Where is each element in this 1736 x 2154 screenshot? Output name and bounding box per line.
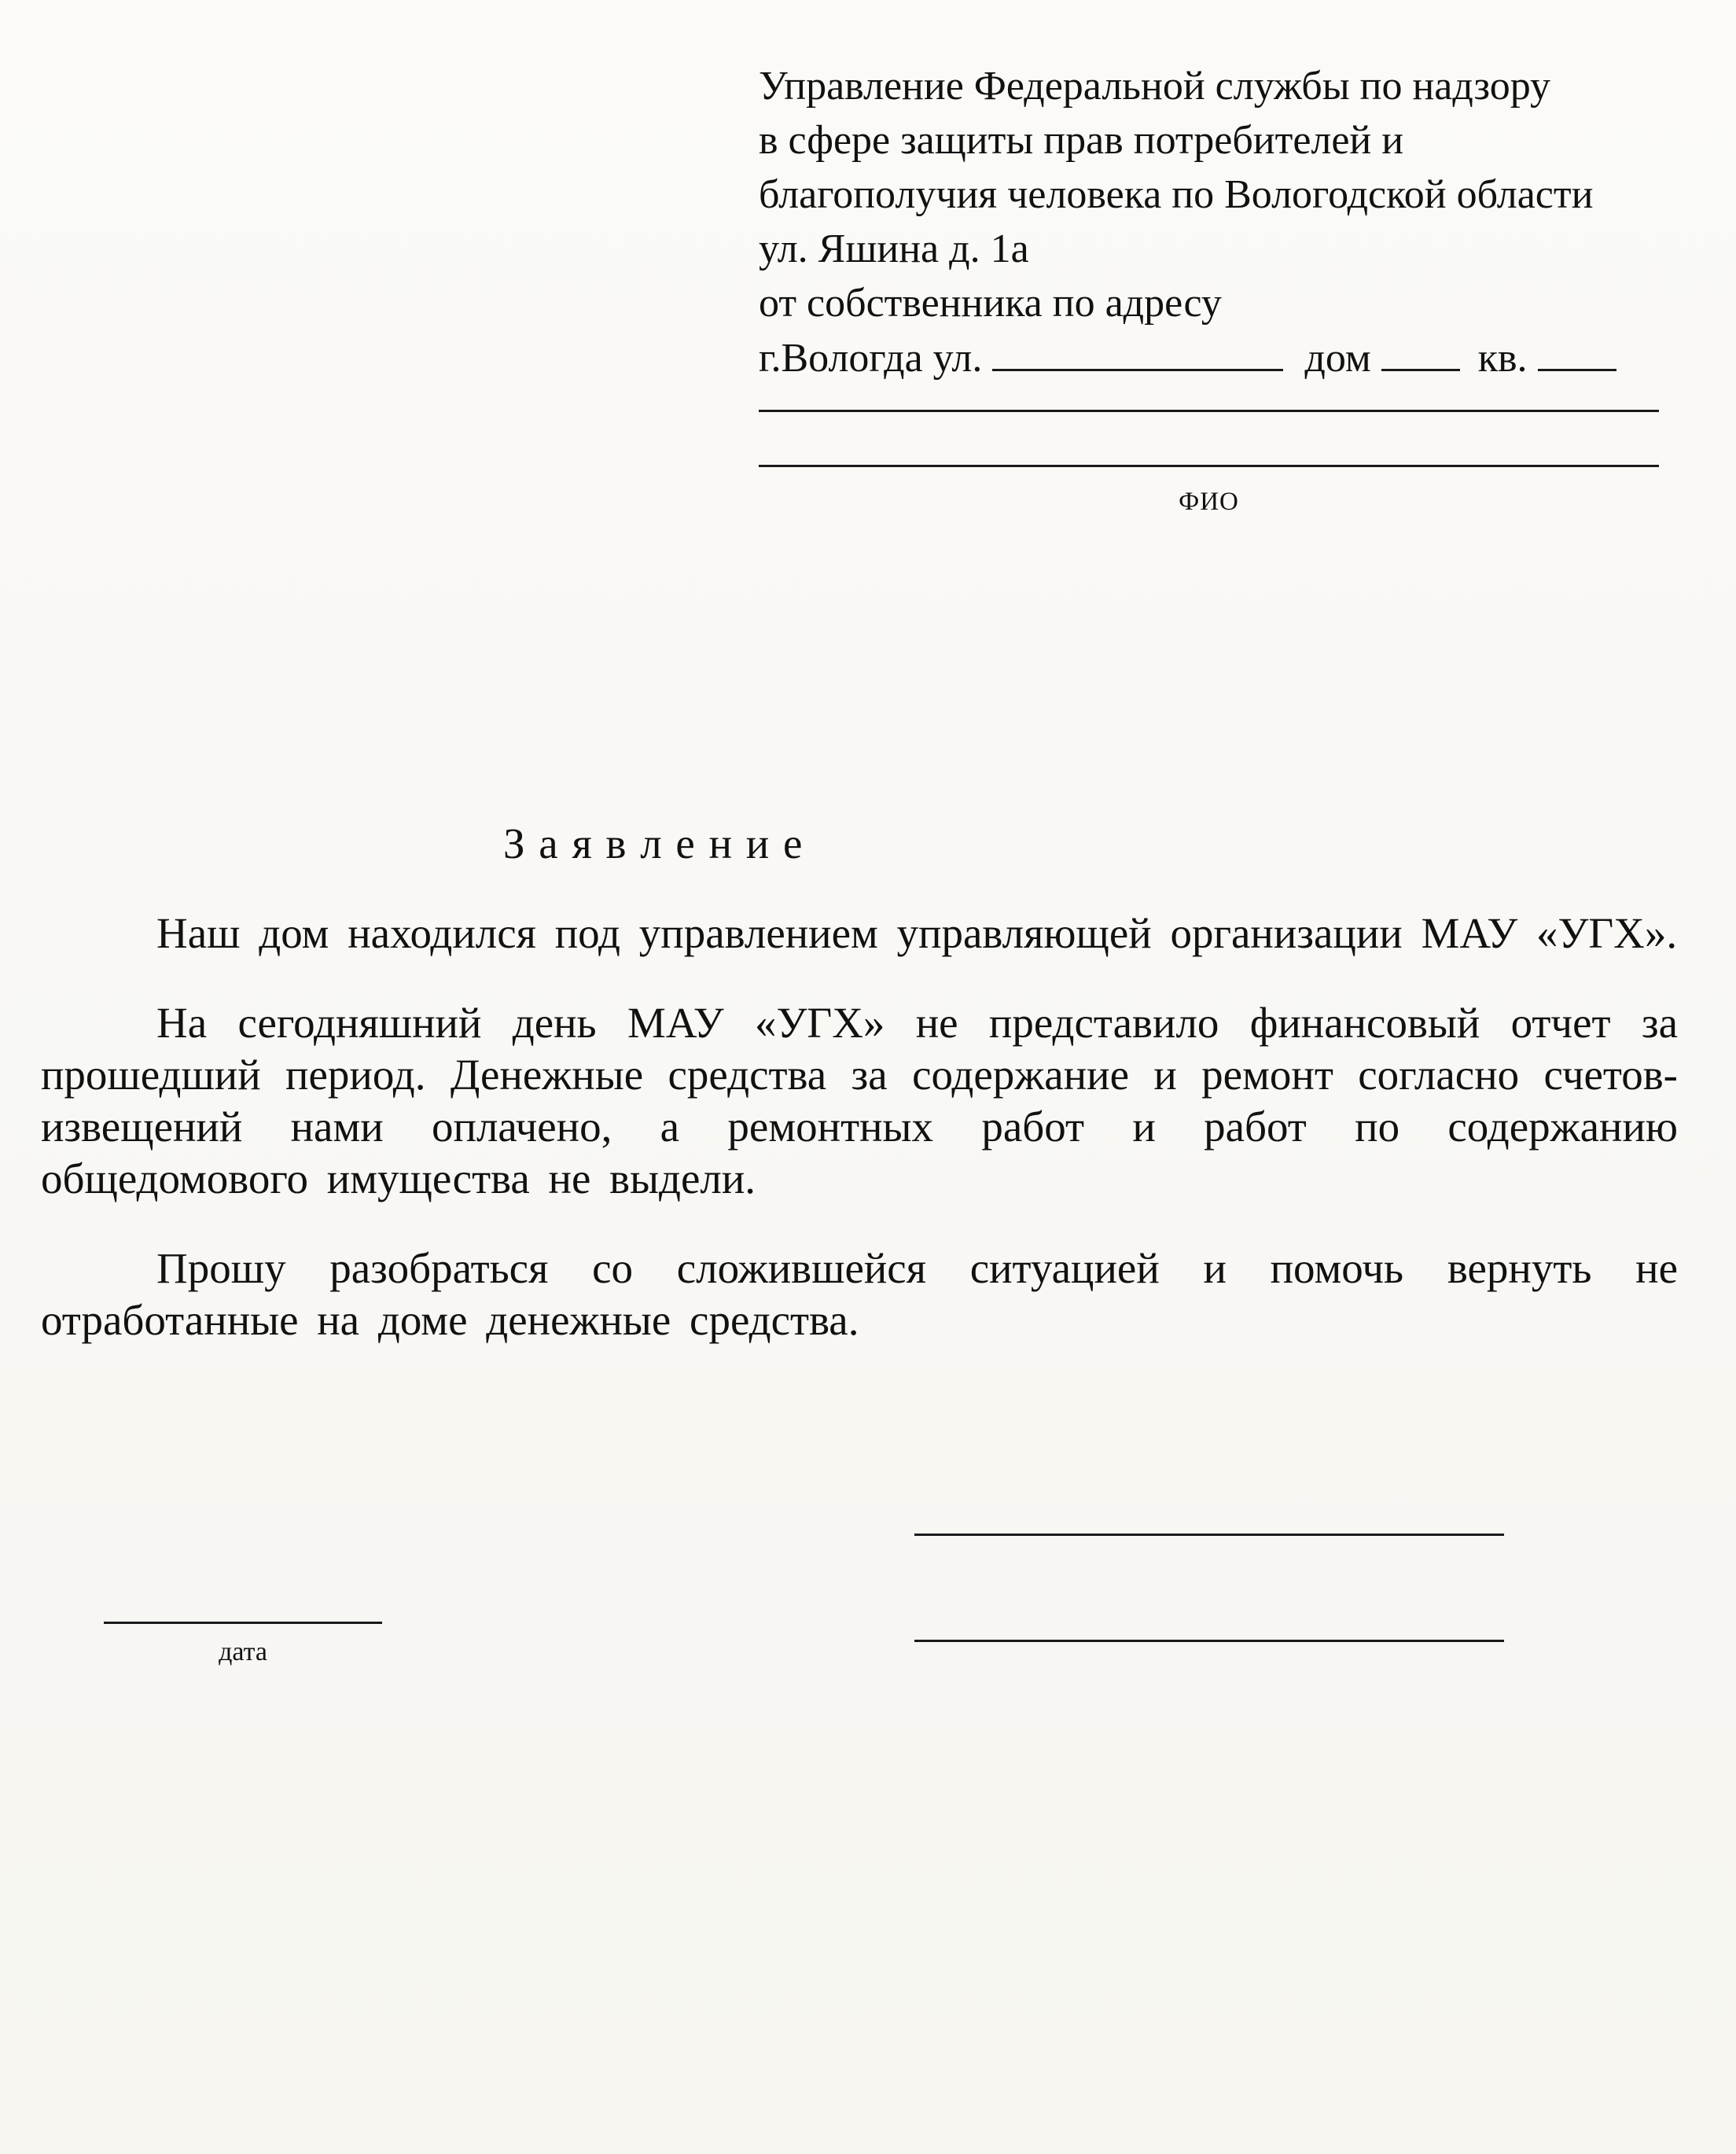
name-blank-line-2	[759, 412, 1659, 467]
recipient-street-line: ул. Яшина д. 1а	[759, 226, 1029, 271]
apartment-label: кв.	[1477, 336, 1528, 381]
document-title: З а я в л е н и е	[503, 819, 804, 867]
sender-intro-line: от собственника по адресу	[759, 281, 1222, 326]
body-paragraph-2: На сегодняшний день МАУ «УГХ» не представило финансовый отчет за прошедший период. Денежные средства за содержание и ремонт согласно счетов-извещений нами оплачено, а ремонтных работ и работ по содержанию общедомового имущества не выдели.	[41, 999, 1678, 1202]
street-blank-line	[992, 330, 1283, 371]
fio-label: ФИО	[1179, 488, 1239, 516]
recipient-block	[759, 59, 1659, 529]
signature-blank-line-2	[914, 1640, 1504, 1642]
address-prefix: г.Вологда ул.	[759, 336, 983, 381]
document-body	[41, 818, 1678, 1346]
body-paragraph-1: Наш дом находился под управлением управляющей организации МАУ «УГХ».	[156, 909, 1678, 957]
signature-blank-line-1	[914, 1534, 1504, 1536]
name-blank-line-1	[759, 385, 1659, 412]
body-paragraph-3: Прошу разобраться со сложившейся ситуацией и помочь вернуть не отработанные на доме денежные средства.	[41, 1244, 1678, 1344]
house-label: дом	[1304, 336, 1371, 381]
house-blank-line	[1381, 330, 1460, 371]
recipient-org-line-1: Управление Федеральной службы по надзору	[759, 64, 1551, 109]
apartment-blank-line	[1538, 330, 1616, 371]
date-label: дата	[219, 1637, 267, 1666]
sender-address-line	[759, 330, 1659, 385]
recipient-org-line-3: благополучия человека по Вологодской области	[759, 172, 1594, 217]
date-blank-line	[104, 1622, 382, 1624]
recipient-org-line-2: в сфере защиты прав потребителей и	[759, 118, 1404, 163]
